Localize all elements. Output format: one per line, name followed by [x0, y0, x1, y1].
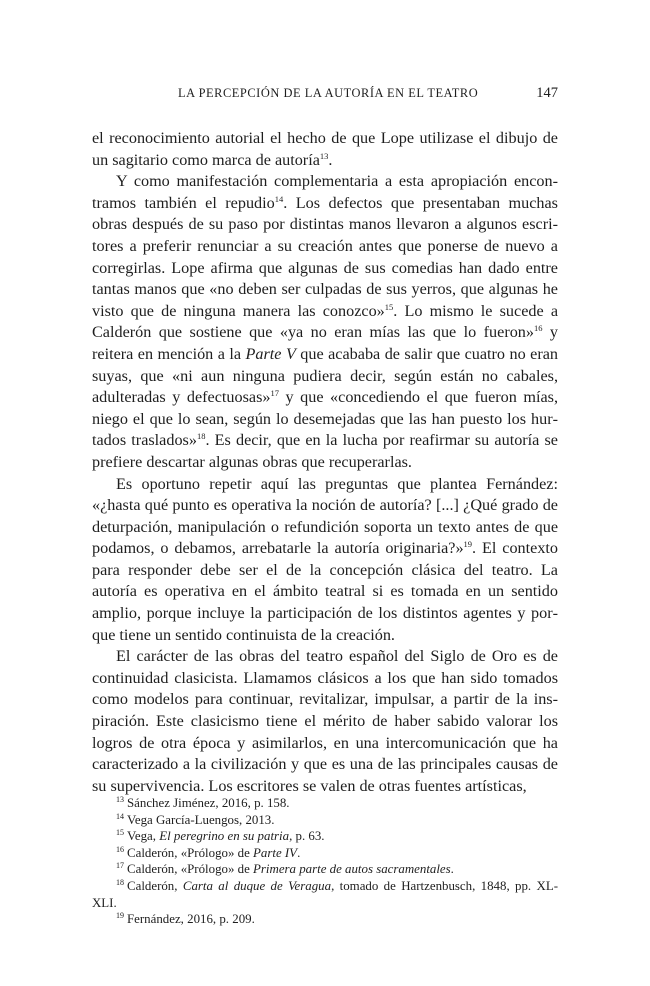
footnote: [92, 878, 558, 911]
footnote: [92, 911, 558, 928]
footnote-text: Vega García-Luengos, 2013.: [127, 812, 275, 827]
paragraph-text: que acababa de salir que cuatro no eran suyas, que «ni aun ninguna pudiera decir, según están no cabales, adulteradas y defectuosas»: [92, 344, 558, 407]
paragraph-text: . Es decir, que en la lucha por reafirmar su autoría se prefiere descartar algunas obras que recuperarlas.: [92, 431, 558, 471]
footnote-text: .: [450, 862, 454, 877]
footnote-ref: 14: [274, 193, 284, 204]
footnote-number: 13: [116, 795, 124, 804]
footnote-number: 18: [116, 877, 124, 887]
footnote-text: Calderón, «Prólogo» de: [127, 862, 254, 877]
footnote-italic: Carta al duque de Veragua: [182, 878, 332, 893]
footnotes: [92, 795, 558, 928]
footnote-text: Fernández, 2016, p. 209.: [127, 912, 255, 927]
page-number: 147: [536, 85, 558, 101]
paragraph: [92, 171, 558, 473]
paragraph: [92, 128, 558, 171]
running-title: LA PERCEPCIÓN DE LA AUTORÍA EN EL TEATRO: [178, 86, 479, 100]
paragraph-text: Y como manifestación complementaria a esta apropiación encontramos también el repudio: [92, 172, 558, 212]
footnote-italic: El peregrino en su patria: [159, 829, 290, 844]
footnote-ref: 19: [463, 539, 473, 550]
footnote-number: 19: [116, 911, 124, 921]
paragraph-text: y que «concediendo el que fueron mías, niego el que lo sean, según lo desemejadas que las han puesto los hurtados traslados»: [92, 388, 559, 450]
footnote-text: .: [297, 845, 301, 860]
paragraph-text: El carácter de las obras del teatro español del Siglo de Oro es de continuidad clasicista. Llamamos clásicos a los que han sido tomados como modelos para continuar, revitalizar, impulsar, a partir de la inspiración. Este clasicismo tiene el mérito de haber sabido valorar los logros de otra época y asimilarlos, en una intercomunicación que ha caracterizado a la civilización y que es una de las principales causas de su supervivencia. Los escritores se valen de otras fuentes artísticas,: [92, 647, 558, 795]
footnote: [92, 861, 558, 878]
footnote: [92, 845, 558, 862]
footnote-number: 17: [116, 861, 124, 871]
paragraph-text: . Los defectos que presentaban muchas obras después de su paso por distintas manos llevaron a algunos escritores a preferir renunciar a su creación antes que ponerse de nuevo a corregirlas. Lope afirma que algunas de sus comedias han dado entre tantas manos que «no deben ser culpadas de sus yerros, que algunas he visto que de ninguna manera las conozco»: [92, 193, 558, 320]
paragraph: [92, 646, 558, 797]
footnote-italic: Parte IV: [253, 845, 298, 860]
paragraph-text: . El contexto para responder debe ser el de la concepción clásica del teatro. La autoría es operativa en el ámbito teatral si es tomada en un sentido amplio, porque incluye la participación de los distintos agentes y porque tiene un sentido continuista de la creación.: [92, 539, 558, 644]
paragraph: [92, 474, 558, 647]
footnote-ref: 16: [534, 323, 543, 334]
footnote: [92, 828, 558, 845]
footnote-text: , p. 63.: [289, 829, 325, 844]
footnote-text: Calderón,: [127, 878, 183, 893]
paragraph-text: Es oportuno repetir aquí las preguntas que plantea Fernández: «¿hasta qué punto es operativa la noción de autoría? [...] ¿Qué grado de deturpación, manipulación o refundición soporta un texto antes de que podamos, o debamos, arrebatarle la autoría originaria?»: [92, 474, 558, 558]
footnote-number: 15: [116, 828, 124, 838]
footnote-number: 16: [116, 844, 124, 854]
footnote: [92, 812, 558, 829]
footnote-italic: Primera parte de autos sacramentales: [253, 862, 451, 877]
footnote-ref: 17: [270, 388, 279, 399]
footnote-text: Calderón, «Prólogo» de: [127, 845, 254, 860]
footnote-number: 14: [116, 811, 124, 821]
italic-title: Parte V: [245, 344, 296, 363]
body-text: [92, 128, 558, 797]
paragraph-text: el reconocimiento autorial el hecho de que Lope utilizase el dibujo de un sagitario como marca de autoría: [92, 129, 558, 169]
footnote-ref: 13: [319, 150, 329, 161]
footnote-text: Sánchez Jiménez, 2016, p. 158.: [127, 796, 290, 810]
footnote-text: Vega,: [127, 829, 160, 844]
paragraph-text: . Lo mismo le sucede a Calderón que sostiene que «ya no eran mías las que lo fueron»: [92, 301, 559, 342]
paragraph-text: .: [328, 150, 333, 169]
footnote-text: , tomado de Hartzenbusch, 1848, pp. XL-XLI.: [92, 878, 558, 910]
running-header: [92, 86, 558, 106]
footnote-ref: 18: [196, 431, 206, 442]
footnote-ref: 15: [384, 301, 394, 312]
footnote: [92, 795, 558, 812]
paragraph-text: y reitera en mención a la: [92, 323, 559, 363]
